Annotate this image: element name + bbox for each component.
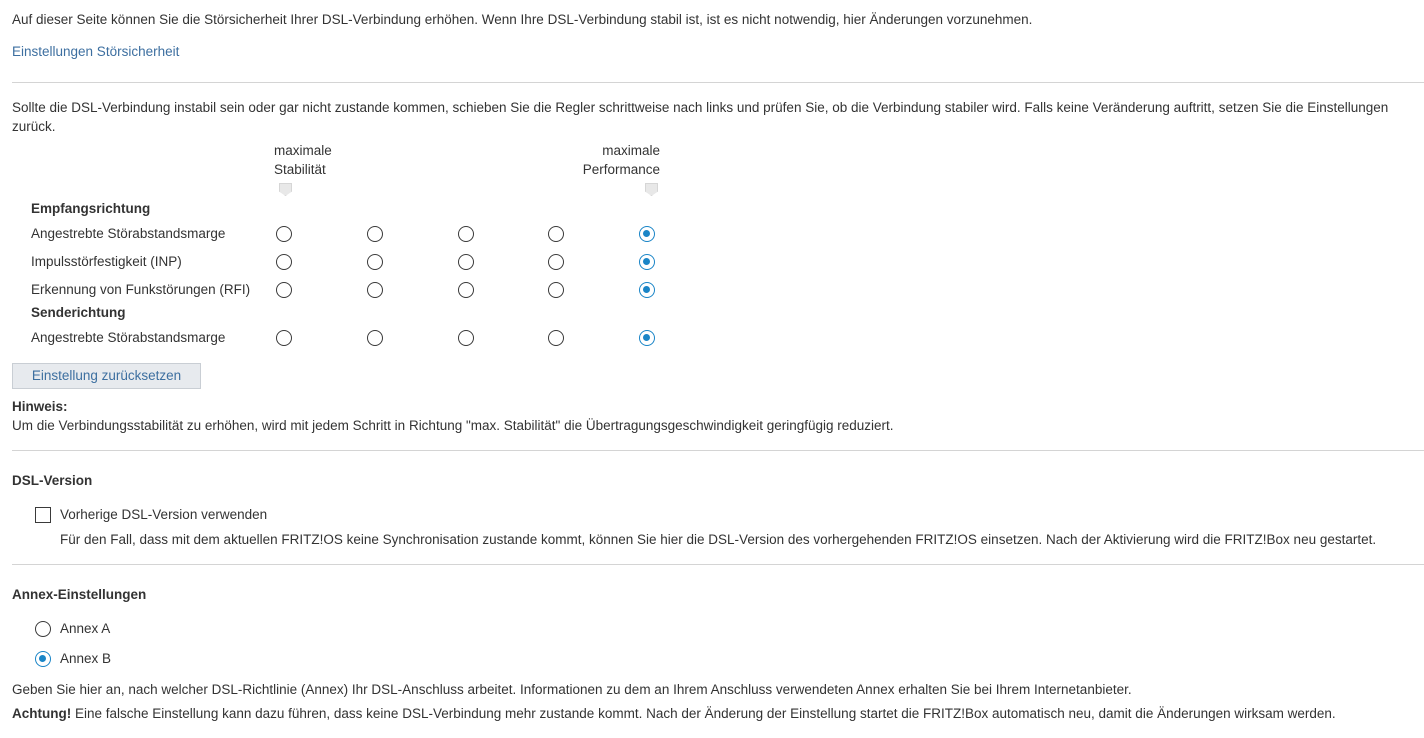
radio-row-0-step-1[interactable] (276, 226, 292, 242)
annex-warning (12, 706, 1336, 721)
previous-dsl-version-label[interactable]: Vorherige DSL-Version verwenden (60, 507, 268, 522)
annex-heading: Annex-Einstellungen (12, 587, 147, 602)
radio-row-2-step-2[interactable] (367, 282, 383, 298)
radio-row-1-step-1[interactable] (276, 254, 292, 270)
annex-description: Geben Sie hier an, nach welcher DSL-Richtlinie (Annex) Ihr DSL-Anschluss arbeitet. Informationen zu dem an Ihrem Anschluss verwendeten Annex erhalten Sie bei Ihrem Internetanbieter. (12, 682, 1132, 697)
description-line-1: Sollte die DSL-Verbindung instabil sein oder gar nicht zustande kommen, schieben Sie die Regler schrittweise nach links und prüfen Sie, ob die Verbindung stabiler wird. Falls keine Veränderung auftritt, setzen Sie die Einstellungen (12, 100, 1389, 115)
divider-dsl-version (12, 450, 1424, 451)
row-label: Angestrebte Störabstandsmarge (31, 226, 226, 241)
radio-row-3-step-2[interactable] (367, 330, 383, 346)
annex-a-radio[interactable] (35, 621, 51, 637)
slider-marker-right-icon (645, 183, 658, 196)
slider-marker-left-icon (279, 183, 292, 196)
intro-text: Auf dieser Seite können Sie die Störsicherheit Ihrer DSL-Verbindung erhöhen. Wenn Ihre DSL-Verbindung stabil ist, ist es nicht notwendig, hier Änderungen vorzunehmen. (12, 12, 1033, 27)
settings-link[interactable]: Einstellungen Störsicherheit (12, 44, 180, 59)
radio-row-3-step-4[interactable] (548, 330, 564, 346)
row-label: Impulsstörfestigkeit (INP) (31, 254, 182, 269)
annex-b-radio[interactable] (35, 651, 51, 667)
annex-a-label[interactable]: Annex A (60, 621, 111, 636)
row-label: Erkennung von Funkstörungen (RFI) (31, 282, 251, 297)
radio-row-1-step-4[interactable] (548, 254, 564, 270)
scale-right-label-2: Performance (582, 162, 660, 177)
radio-row-0-step-4[interactable] (548, 226, 564, 242)
row-label: Angestrebte Störabstandsmarge (31, 330, 226, 345)
annex-b-label[interactable]: Annex B (60, 651, 112, 666)
radio-row-2-step-4[interactable] (548, 282, 564, 298)
radio-row-0-step-5[interactable] (639, 226, 655, 242)
radio-row-3-step-5[interactable] (639, 330, 655, 346)
hint-title: Hinweis: (12, 399, 68, 414)
dsl-version-heading: DSL-Version (12, 473, 93, 488)
radio-row-1-step-5[interactable] (639, 254, 655, 270)
divider-top (12, 82, 1424, 83)
radio-row-2-step-3[interactable] (458, 282, 474, 298)
scale-right-label-1: maximale (602, 143, 660, 158)
previous-dsl-version-checkbox[interactable] (35, 507, 51, 523)
radio-row-3-step-3[interactable] (458, 330, 474, 346)
radio-row-1-step-3[interactable] (458, 254, 474, 270)
dsl-version-description: Für den Fall, dass mit dem aktuellen FRITZ!OS keine Synchronisation zustande kommt, können Sie hier die DSL-Version des vorhergehenden FRITZ!OS einsetzen. Nach der Aktivierung wird die FRITZ!Box neu gestartet. (60, 532, 1377, 547)
scale-left-label-1: maximale (274, 143, 332, 158)
radio-row-2-step-1[interactable] (276, 282, 292, 298)
description-line-2: zurück. (12, 119, 56, 134)
reset-settings-button[interactable]: Einstellung zurücksetzen (12, 363, 201, 389)
annex-warning-text: Eine falsche Einstellung kann dazu führen, dass keine DSL-Verbindung mehr zustande kommt. Nach der Änderung der Einstellung startet die FRITZ!Box automatisch neu, damit die Änderungen wirksam werden. (71, 706, 1336, 721)
annex-warning-label: Achtung! (12, 706, 72, 721)
radio-row-2-step-5[interactable] (639, 282, 655, 298)
radio-row-1-step-2[interactable] (367, 254, 383, 270)
radio-row-0-step-3[interactable] (458, 226, 474, 242)
section-receive: Empfangsrichtung (31, 201, 151, 216)
scale-left-label-2: Stabilität (274, 162, 326, 177)
hint-text: Um die Verbindungsstabilität zu erhöhen, wird mit jedem Schritt in Richtung "max. Stabilität" die Übertragungsgeschwindigkeit geringfügig reduziert. (12, 418, 894, 433)
section-send: Senderichtung (31, 305, 126, 320)
radio-row-3-step-1[interactable] (276, 330, 292, 346)
divider-annex (12, 564, 1424, 565)
radio-row-0-step-2[interactable] (367, 226, 383, 242)
